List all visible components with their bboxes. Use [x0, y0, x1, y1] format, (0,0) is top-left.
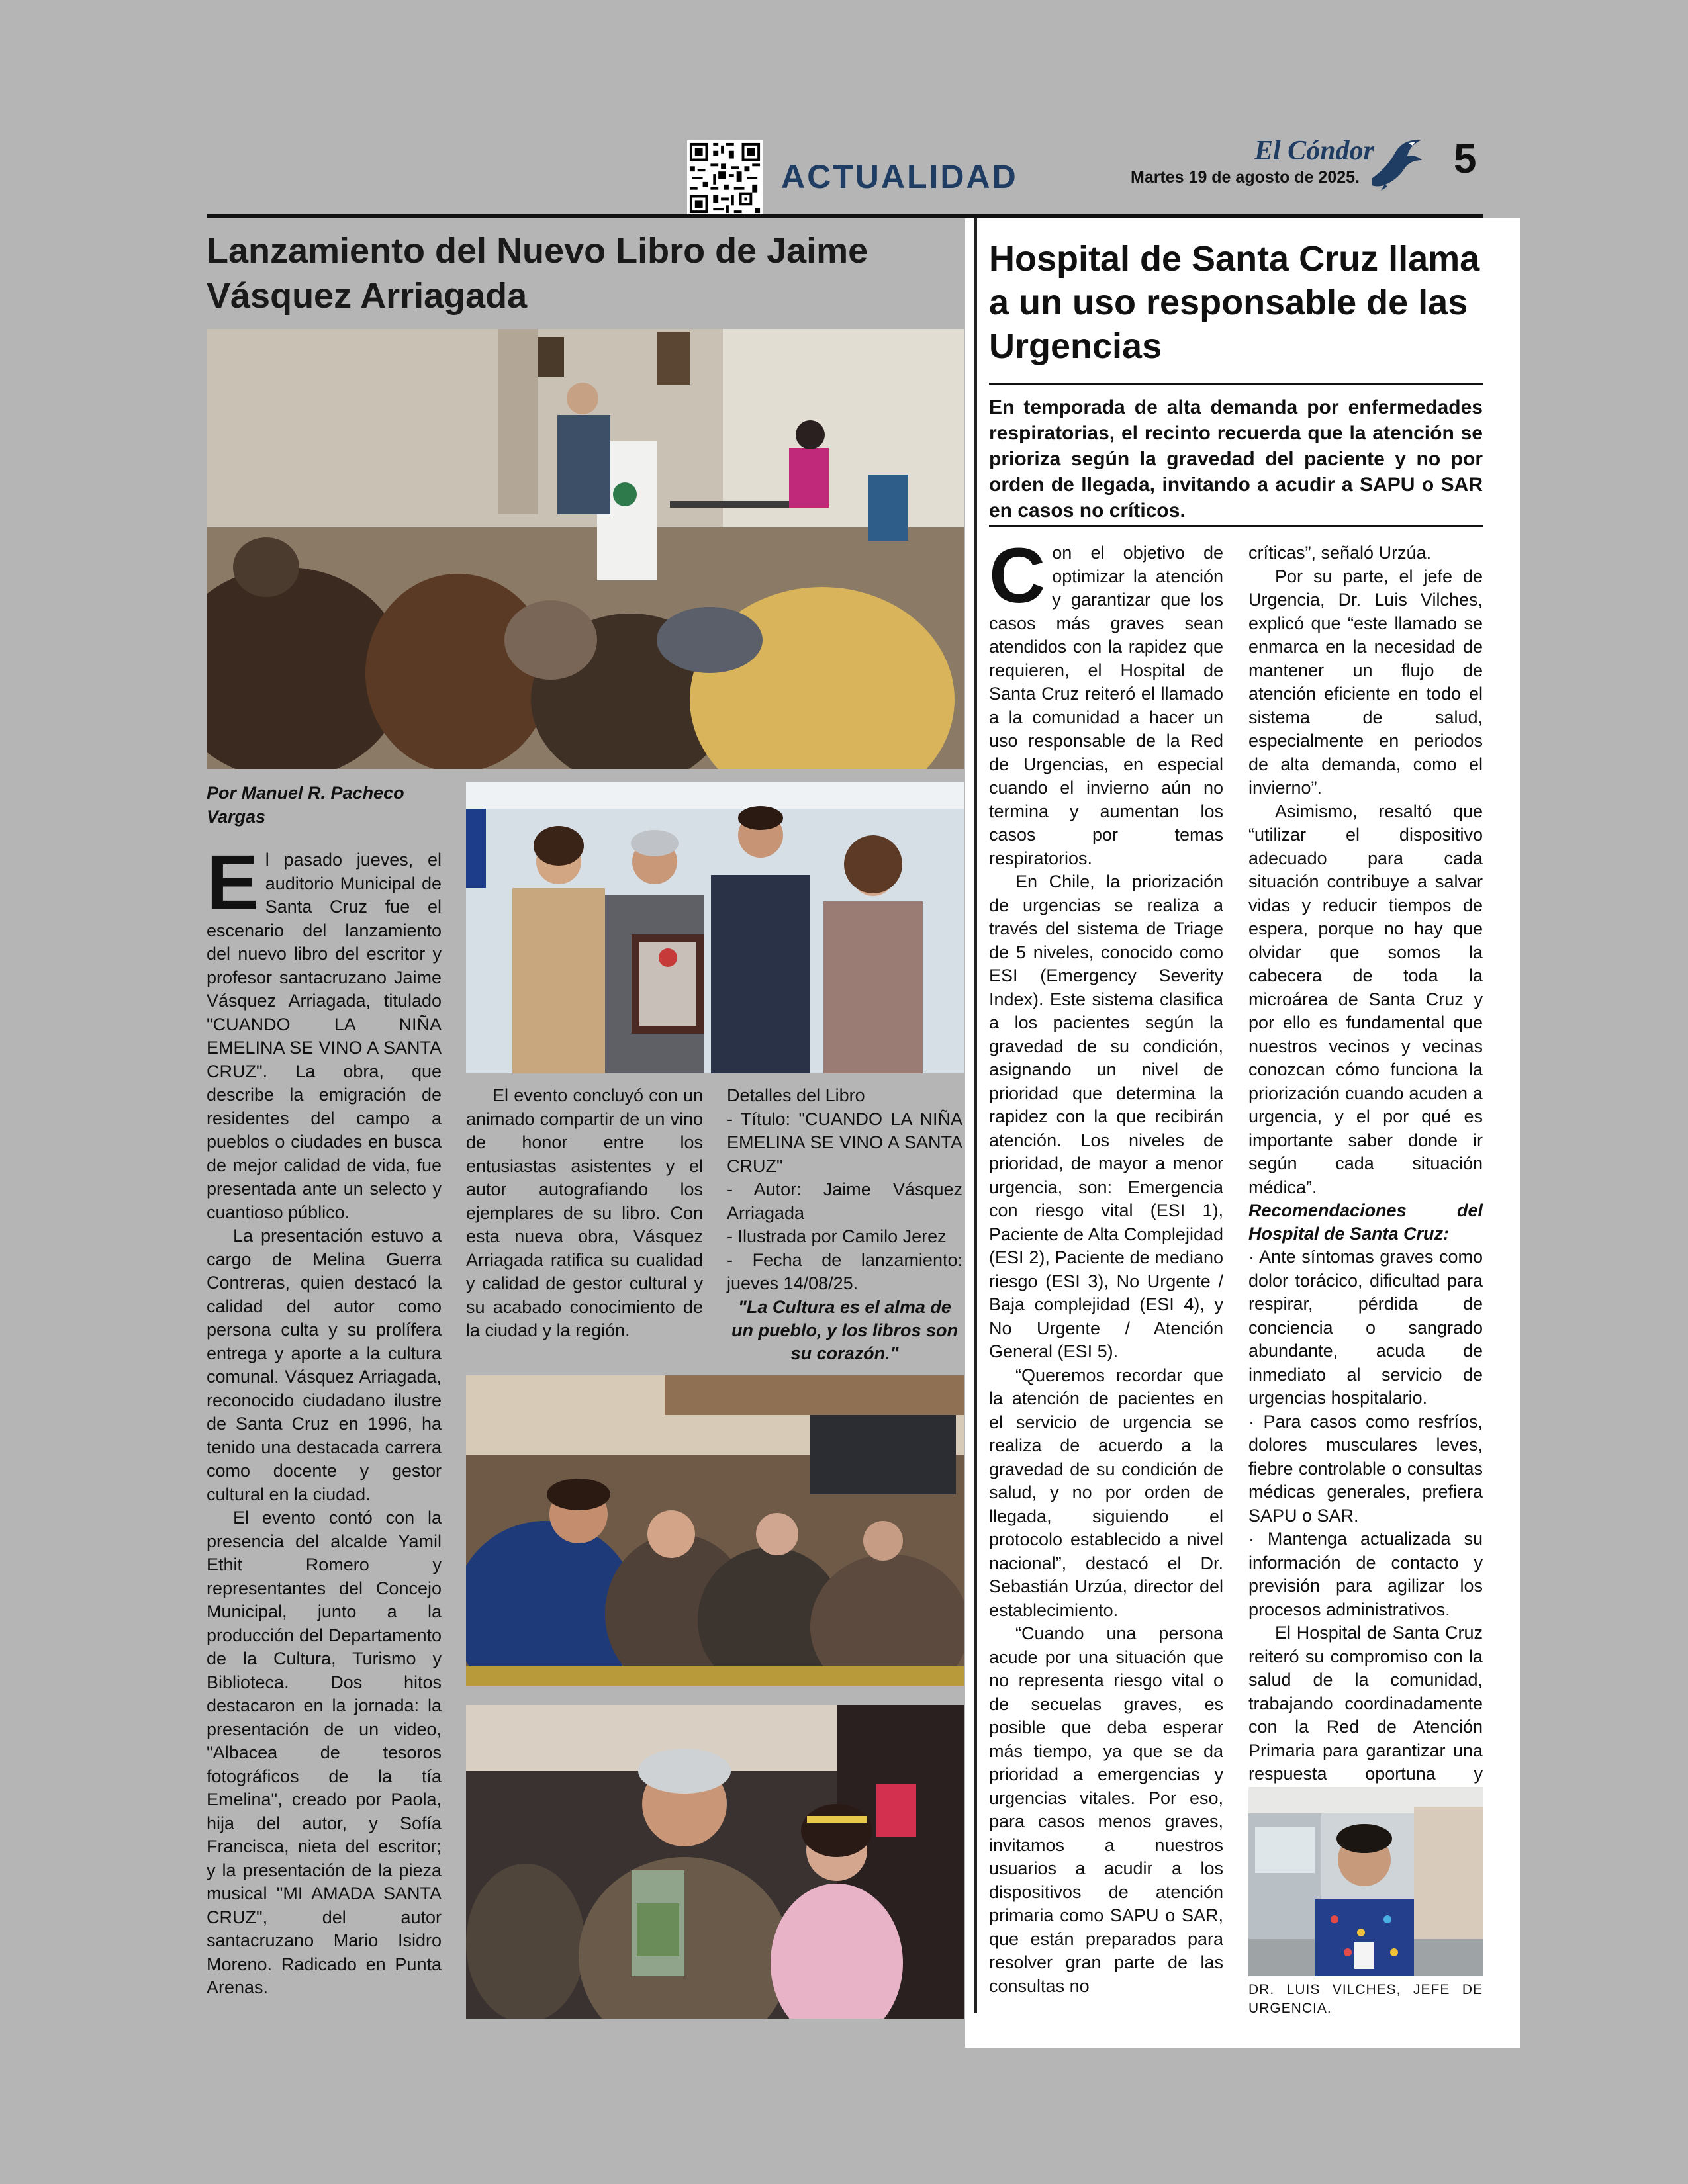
right-article-headline: Hospital de Santa Cruz llama a un uso responsable de las Urgencias	[989, 239, 1480, 366]
recommendation-item: · Para casos como resfríos, dolores musculares leves, fiebre controlable o consultas médicas generales, prefiera SAPU o SAR.	[1248, 1411, 1483, 1525]
book-details-box	[727, 1084, 962, 1365]
right-p6: Asimismo, resaltó que “utilizar el dispositivo adecuado para cada situación contribuye a salvar vidas y reducir tiempos de espera, porque no hay que olvidar que somos la cabecera de toda la microárea de Santa Cruz y por ello es fundamental que nuestros vecinos y vecinas conozcan cómo funciona la priorización cuando acuden a urgencia, y el por qué es importante saber donde ir según cada situación médica”.	[1248, 801, 1483, 1197]
right-p2: En Chile, la priorización de urgencias se realiza a través del sistema de Triage de 5 niveles, conocido como ESI (Emergency Severity Index). Este sistema clasifica a los pacientes según la gravedad de su condición, asignando un nivel de prioridad que determina la rapidez con la que recibirán atención. Los niveles de prioridad, de mayor a menor urgencia, son: Emergencia con riesgo vital (ESI 1), Paciente de Alta Complejidad (ESI 2), Paciente de mediano riesgo (ESI 3), No Urgente / Baja complejidad (ESI 4), y No Urgente / Atención General (ESI 5).	[989, 872, 1223, 1361]
left-p3: El evento contó con la presencia del alcalde Yamil Ethit Romero y representantes del Concejo Municipal, junto a la producción del Departamento de la Cultura, Turismo y Biblioteca. Dos hitos destacaron en la jornada: la presentación de un video, "Albacea de tesoros fotográficos de la tía Emelina", creado por Paola, hija del autor, y Sofía Francisca, nieta del escritor; y la presentación de la pieza musical "MI AMADA SANTA CRUZ", del autor santacruzano Mario Isidro Moreno. Radicado en Punta Arenas.	[207, 1508, 442, 1997]
left-article-headline: Lanzamiento del Nuevo Libro de Jaime Vásquez Arriagada	[207, 231, 868, 316]
right-p3: “Queremos recordar que la atención de pacientes en el servicio de urgencia se realiza de acuerdo a la gravedad de su condición de salud, y no por orden de llegada, siguiendo el protocolo establecido a nivel nacional”, destacó el Dr. Sebastián Urzúa, director del establecimiento.	[989, 1365, 1223, 1620]
qr-code-icon	[687, 140, 763, 216]
byline: Por Manuel R. Pacheco Vargas	[207, 783, 404, 827]
right-article-column-1	[989, 532, 1223, 1998]
left-p2: La presentación estuvo a cargo de Melina Guerra Contreras, quien destacó la calidad del autor como persona culta y su prolífera entrega y aporte a la cultura comunal. Vásquez Arriagada, reconocido ciudadano ilustre de Santa Cruz en 1996, ha tenido una destacada carrera como docente y gestor cultural en la ciudad.	[207, 1226, 442, 1504]
details-illustrator-line: - Ilustrada por Camilo Jerez	[727, 1226, 947, 1246]
details-title-line: - Título: "CUANDO LA NIÑA EMELINA SE VINO A SANTA CRUZ"	[727, 1109, 962, 1176]
right-article-column-2	[1248, 541, 1483, 1809]
culture-quote: "La Cultura es el alma de un pueblo, y los libros son su corazón."	[731, 1297, 959, 1363]
right-p4: “Cuando una persona acude por una situación que no representa riesgo vital o de secuelas graves, es posible que deba esperar más tiempo, ya que se da prioridad a emergencias y urgencias vitales. Por eso, para casos menos graves, invitamos a nuestros usuarios a acudir a los dispositivos de atención primaria como SAPU o SAR, que están preparados para resolver gran parte de las consultas no	[989, 1623, 1223, 1996]
issue-date: Martes 19 de agosto de 2025.	[1131, 168, 1360, 187]
left-article-column-2	[466, 1084, 703, 1343]
dropcap-e: E	[207, 839, 259, 927]
photo-dr-vilches	[1248, 1787, 1483, 1976]
recommendations-title: Recomendaciones del Hospital de Santa Cruz:	[1248, 1201, 1483, 1244]
recommendation-item: · Mantenga actualizada su información de contacto y previsión para agilizar los procesos administrativos.	[1248, 1529, 1483, 1619]
newspaper-brand: El Cóndor	[1254, 136, 1374, 166]
photo-auditorium-presentation	[207, 329, 964, 769]
left-article-column-1	[207, 839, 442, 2000]
left-p1: l pasado jueves, el auditorio Municipal de Santa Cruz fue el escenario del lanzamiento del nuevo libro del escritor y profesor santacruzano Jaime Vásquez Arriagada, titulado "CUANDO LA NIÑA EMELINA SE VINO A SANTA CRUZ". La obra, que describe la emigración de residentes del campo a pueblos o ciudades en busca de mejor calidad de vida, fue presentada ante un selecto y cuantioso público.	[207, 850, 442, 1222]
page-number: 5	[1454, 136, 1477, 182]
subhead-rule-bottom	[989, 525, 1483, 527]
column-divider	[974, 218, 977, 2013]
recommendation-item: · Ante síntomas graves como dolor torácico, dificultad para respirar, pérdida de conciencia o sangrado abundante, acuda de inmediato al servicio de urgencias hospitalario.	[1248, 1247, 1483, 1408]
section-title: ACTUALIDAD	[781, 158, 1018, 195]
right-p7: El Hospital de Santa Cruz reiteró su compromiso con la salud de la comunidad, trabajando coordinadamente con la Red de Atención Primaria para garantizar una respuesta oportuna y	[1248, 1623, 1483, 1784]
photo-caption: DR. LUIS VILCHES, JEFE DE URGENCIA.	[1248, 1982, 1483, 2016]
right-p5: Por su parte, el jefe de Urgencia, Dr. Luis Vilches, explicó que “este llamado se enmarca en la necesidad de mantener un flujo de atención eficiente en todo el sistema de salud, especialmente en periodos de alta demanda, como el invierno”.	[1248, 566, 1483, 797]
dropcap-c: C	[989, 532, 1046, 619]
left-p4: El evento concluyó con un animado compartir de un vino de honor entre los entusiastas asistentes y el autor autografiando los ejemplares de su libro. Con esta nueva obra, Vásquez Arriagada ratifica su cualidad y calidad de gestor cultural y su acabado conocimiento de la ciudad y la región.	[466, 1085, 703, 1340]
photo-author-with-plaque	[466, 782, 964, 1073]
details-date-line: - Fecha de lanzamiento: jueves 14/08/25.	[727, 1250, 962, 1293]
subhead-rule-top	[989, 383, 1483, 385]
photo-audience-applauding	[466, 1375, 964, 1686]
right-article-subhead: En temporada de alta demanda por enfermedades respiratorias, el recinto recuerda que la atención se prioriza según la gravedad del paciente y no por orden de llegada, invitando a acudir a SAPU o SAR en casos no críticos.	[989, 396, 1483, 522]
details-author-line: - Autor: Jaime Vásquez Arriagada	[727, 1179, 962, 1223]
header-rule-right	[768, 214, 1483, 218]
details-title: Detalles del Libro	[727, 1085, 865, 1105]
photo-author-with-granddaughter	[466, 1705, 964, 2019]
condor-logo-icon	[1369, 138, 1423, 191]
right-p4-cont: críticas”, señaló Urzúa.	[1248, 543, 1432, 563]
right-p1: on el objetivo de optimizar la atención y garantizar que los casos más graves sean atendidos con la rapidez que requieren, el Hospital de Santa Cruz reiteró el llamado a la comunidad a hacer un uso responsable de la Red de Urgencias, en especial cuando el invierno aún no termina y aumentan los casos por temas respiratorios.	[989, 543, 1223, 868]
